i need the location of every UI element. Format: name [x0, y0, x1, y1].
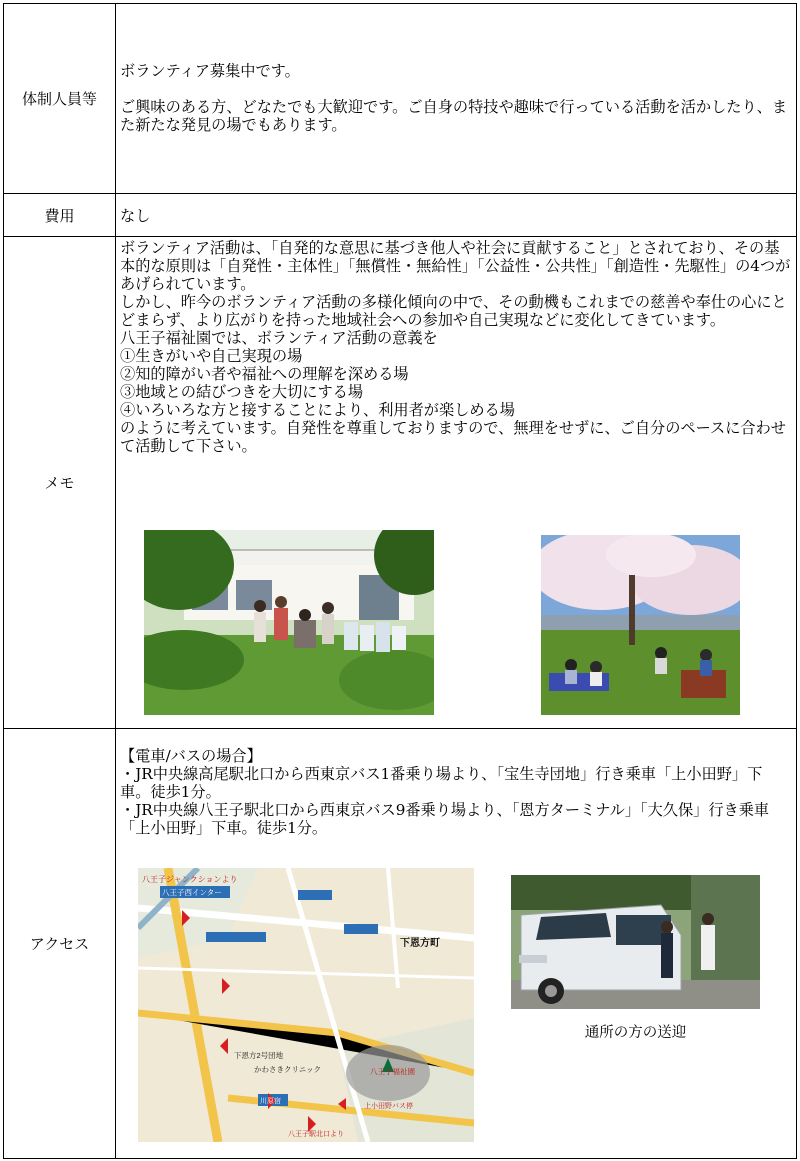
memo-item4: ④いろいろな方と接することにより、利用者が楽しめる場 [120, 401, 515, 419]
content-staff [116, 4, 797, 194]
staff-line1: ボランティア募集中です。 [120, 62, 300, 80]
map-label-area: 下恩方町 [400, 938, 440, 949]
access-map [138, 868, 474, 1142]
memo-para4: のように考えています。自発性を尊重しておりますので、無理をせずに、ご自分のペースに合わせて活動して下さい。 [120, 419, 786, 455]
transport-van-photo [511, 875, 760, 1009]
map-label-facility: 八王子福祉園 [370, 1067, 415, 1076]
staff-line2: ご興味のある方、どなたでも大歓迎です。ご自身の特技や趣味で行っている活動を活かしたり、また新たな発見の場でもあります。 [120, 98, 788, 134]
memo-item3: ③地域との結びつきを大切にする場 [120, 383, 363, 401]
van-photo-caption: 通所の方の送迎 [584, 1025, 687, 1041]
label-memo: メモ [4, 237, 116, 729]
content-cost [116, 194, 797, 237]
access-heading: 【電車/バスの場合】 [120, 747, 262, 765]
row-staff [4, 4, 797, 194]
cost-value: なし [120, 207, 151, 225]
map-label-jct: 八王子ジャンクションより [142, 875, 238, 884]
memo-para2: しかし、昨今のボランティア活動の多様化傾向の中で、その動機もこれまでの慈善や奉仕の心にとどまらず、より広がりを持った地域社会への参加や自己実現などに変化してきています。 [120, 293, 787, 329]
memo-para3: 八王子福祉園では、ボランティア活動の意義を [120, 329, 438, 347]
label-access: アクセス [4, 729, 116, 1159]
memo-para1: ボランティア活動は、「自発的な意思に基づき他人や社会に貢献すること」とされており、その基本的な原則は「自発性・主体性」「無償性・無給性」「公益性・公共性」「創造性・先駆性」の4つがあげられています。 [120, 239, 791, 293]
label-cost: 費用 [4, 194, 116, 237]
map-label-kawamachi: 川原宿 [260, 1098, 281, 1105]
access-route1: ・JR中央線高尾駅北口から西東京バス1番乗り場より、「宝生寺団地」行き乗車「上小田野」下車。徒歩1分。 [120, 765, 763, 801]
map-label-danchi: 下恩方2号団地 [234, 1051, 284, 1060]
label-staff: 体制人員等 [4, 4, 116, 194]
garden-activity-photo [144, 530, 434, 715]
map-label-route: 八王子駅北口より [288, 1131, 344, 1138]
memo-item2: ②知的障がい者や福祉への理解を深める場 [120, 365, 409, 383]
cherry-blossom-picnic-photo [541, 535, 740, 715]
map-label-stop: 上小田野バス停 [364, 1103, 413, 1110]
row-cost [4, 194, 797, 237]
map-label-inter: 八王子西インター [162, 888, 222, 897]
access-route2: ・JR中央線八王子駅北口から西東京バス9番乗り場より、「恩方ターミナル」「大久保」行き乗車「上小田野」下車。徒歩1分。 [120, 801, 770, 837]
map-label-clinic: かわさきクリニック [254, 1065, 322, 1074]
memo-item1: ①生きがいや自己実現の場 [120, 347, 303, 365]
